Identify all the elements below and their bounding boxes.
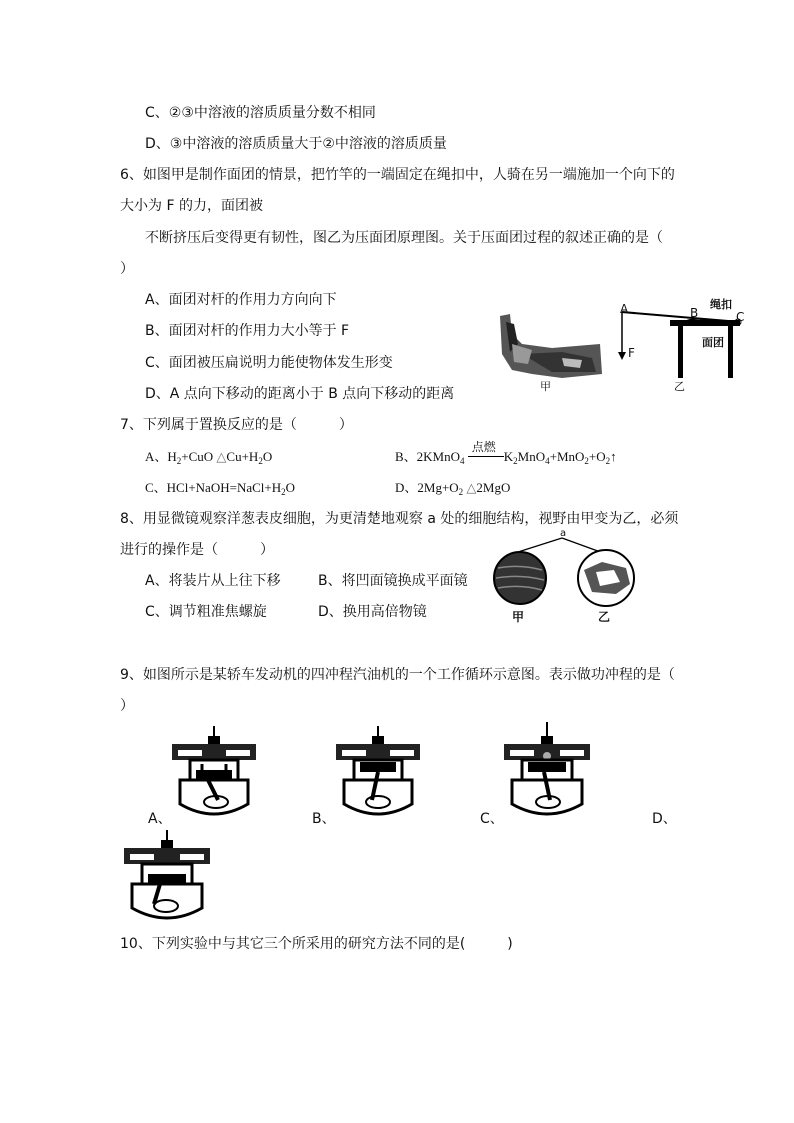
q5-option-c: C、②③中溶液的溶质质量分数不相同 — [145, 105, 376, 121]
q6-fig-label-miantuan: 面团 — [702, 336, 724, 349]
q7-option-a: A、$H_2+CuO$ $\triangle Cu+H_2O$ — [145, 449, 273, 466]
q7-option-d: D、$2Mg+O_2$ △2MgO — [395, 480, 511, 497]
q6-option-c: C、面团被压扁说明力能使物体发生形变 — [145, 355, 393, 371]
lever-diagram — [612, 300, 748, 390]
q6-option-a: A、面团对杆的作用力方向向下 — [145, 292, 337, 308]
engine-diagram-a — [168, 724, 260, 818]
q9-stem-line2: ） — [120, 698, 134, 714]
engine-diagram-b — [332, 724, 424, 818]
q6-option-d: D、A 点向下移动的距离小于 B 点向下移动的距离 — [145, 386, 455, 402]
q6-fig-label-c: C — [736, 310, 745, 324]
engine-diagram-c — [500, 720, 594, 818]
q9-label-b[interactable]: B、 — [312, 811, 336, 827]
q6-fig-yi-label: 乙 — [674, 380, 685, 393]
q5-option-d: D、③中溶液的溶质质量大于②中溶液的溶质质量 — [145, 136, 447, 152]
q8-option-b: B、将凹面镜换成平面镜 — [318, 573, 468, 589]
q6-fig-label-b: B — [690, 306, 699, 320]
q8-option-a: A、将装片从上往下移 — [145, 573, 281, 589]
q6-stem-line4: ） — [120, 261, 134, 277]
q7-option-c: C、$HCl+NaOH=NaCl+H_2O$ — [145, 480, 295, 497]
q8-stem-line1: 8、用显微镜观察洋葱表皮细胞，为更清楚地观察 a 处的细胞结构，视野由甲变为乙，必须 — [120, 511, 679, 527]
q6-option-b: B、面团对杆的作用力大小等于 F — [145, 323, 350, 339]
q8-fig-a-label: a — [560, 528, 567, 539]
q6-stem-line1: 6、如图甲是制作面团的情景，把竹竿的一端固定在绳扣中，人骑在另一端施加一个向下的 — [120, 167, 675, 183]
q9-label-c[interactable]: C、 — [480, 811, 504, 827]
engine-diagram-d — [120, 828, 214, 922]
q8-fig-yi-label: 乙 — [598, 610, 611, 624]
q9-label-d[interactable]: D、 — [652, 811, 677, 827]
q7-stem: 7、下列属于置换反应的是（ ） — [120, 417, 353, 433]
q8-fig-jia-label: 甲 — [512, 610, 525, 624]
q6-stem-line2: 大小为 F 的力，面团被 — [120, 198, 263, 214]
q6-fig-label-shengkou: 绳扣 — [710, 298, 732, 311]
q8-option-d: D、换用高倍物镜 — [318, 604, 427, 620]
q6-fig-label-f: F — [628, 346, 635, 360]
q8-option-c: C、调节粗准焦螺旋 — [145, 604, 267, 620]
q6-stem-line3: 不断挤压后变得更有韧性，图乙为压面团原理图。关于压面团过程的叙述正确的是（ — [145, 230, 663, 246]
dough-pressing-photo — [492, 314, 604, 386]
q6-fig-label-a: A — [620, 302, 629, 316]
q6-fig-jia-label: 甲 — [540, 380, 551, 393]
q7-condition-ignite: 点燃 — [471, 440, 496, 454]
q8-stem-line2: 进行的操作是（ ） — [120, 542, 274, 558]
q10-stem: 10、下列实验中与其它三个所采用的研究方法不同的是( ) — [120, 936, 513, 952]
q9-label-a[interactable]: A、 — [148, 811, 172, 827]
q9-stem-line1: 9、如图所示是某轿车发动机的四冲程汽油机的一个工作循环示意图。表示做功冲程的是（ — [120, 667, 675, 683]
q7-option-b: B、2KMnO$_4$ 点燃 $K_2MnO_4+MnO_2+O_2↑$ — [395, 440, 617, 466]
